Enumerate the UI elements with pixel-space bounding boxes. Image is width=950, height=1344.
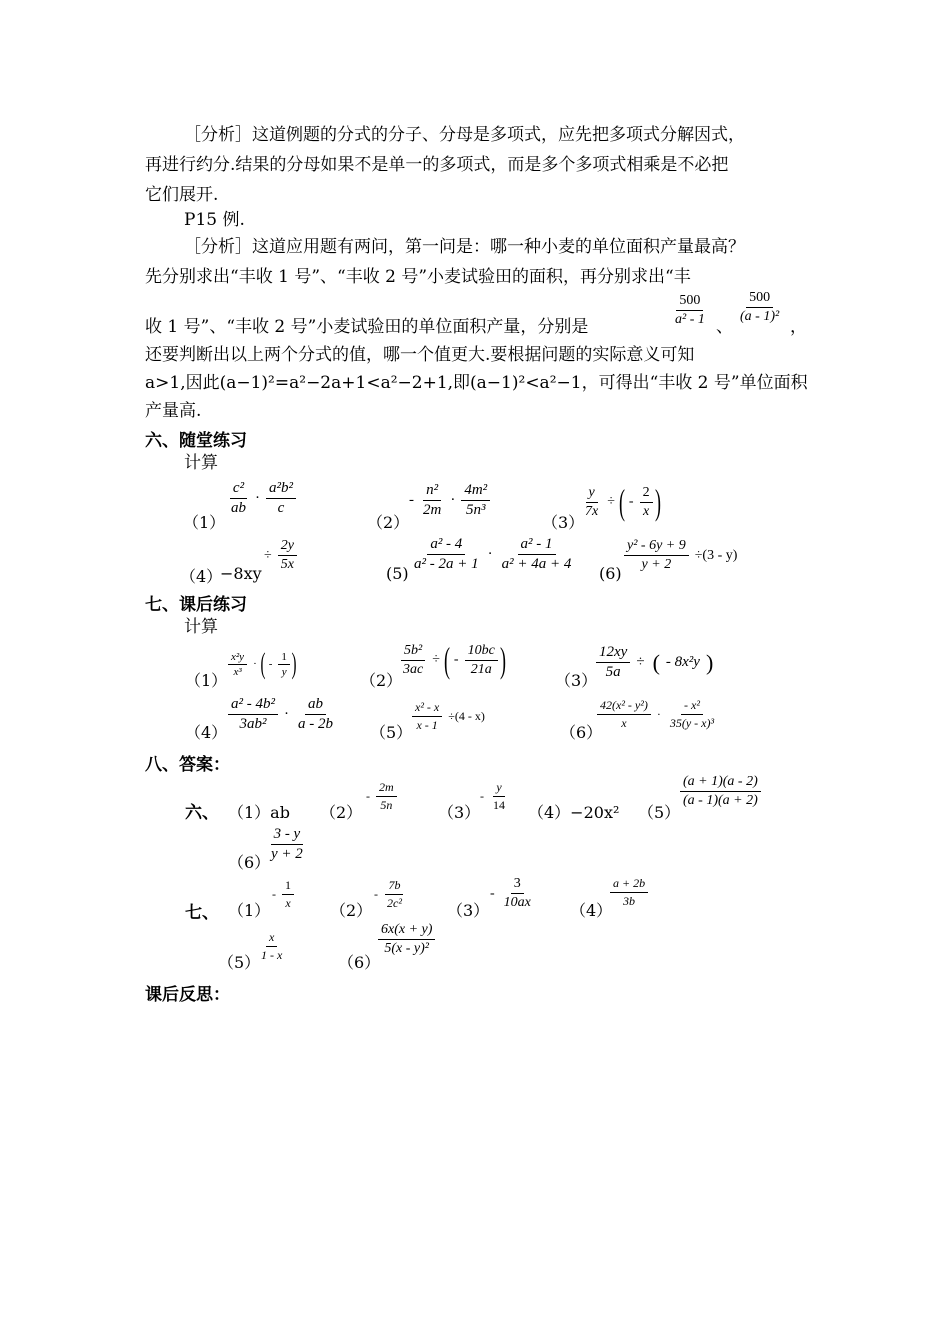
s6-q1-label: （1） xyxy=(183,513,226,532)
s6-q2-expr: - $\frac{\text{n²}}{2m}$ · $\frac{\text{4m²}}{\text{5n³}}$ xyxy=(407,482,490,519)
s7-q5-expr: $\frac{\text{x² - x}}{x - 1}$ ÷(4 - x) xyxy=(412,700,487,733)
s6-q3-label: （3） xyxy=(542,513,585,532)
ans7-6-expr: $\frac{6x(x + y)}{\text{5(x - y)²}}$ xyxy=(378,922,435,957)
ans7-4-label: （4） xyxy=(570,901,613,920)
ans7-6-label: （6） xyxy=(338,953,381,972)
analysis2-line1: ［分析］这道应用题有两问，第一问是：哪一种小麦的单位面积产量最高？ xyxy=(184,237,745,257)
s7-q5-label: （5） xyxy=(370,723,413,742)
ans6-1: （1）ab xyxy=(228,803,290,822)
s7-q4-expr: $\frac{\text{a² - 4b²}}{\text{3ab²}}$ · $\frac{ab}{a - 2b}$ xyxy=(228,696,336,733)
analysis2-line4: 还要判断出以上两个分式的值，哪一个值更大.要根据问题的实际意义可知 xyxy=(145,345,695,365)
analysis1-line2: 再进行约分.结果的分母如果不是单一的多项式，而是多个多项式相乘是不必把 xyxy=(145,155,729,175)
fraction-wheat-1: $\frac{500}{\text{a² - 1}}$ xyxy=(675,293,705,327)
separator: 、 xyxy=(716,317,733,337)
reflection-heading: 课后反思： xyxy=(145,985,230,1005)
ans6-5-label: （5） xyxy=(638,803,681,822)
ans7-3-expr: - $\frac{3}{10ax}$ xyxy=(490,876,531,910)
ans7-5-expr: $\frac{x}{1 - x}$ xyxy=(261,930,283,962)
s7-q6-expr: $\frac{\text{42(x² - y²)}}{x}$ · $\frac{\text{- x²}}{\text{35(y - x)³}}$ xyxy=(597,698,717,731)
section6-sub: 计算 xyxy=(184,453,218,473)
ans7-3-label: （3） xyxy=(447,901,490,920)
s6-q5-expr: $\frac{\text{a² - 4}}{\text{a² - 2a + 1}}$ · $\frac{\text{a² - 1}}{\text{a² + 4a + 4}}$ xyxy=(414,536,572,572)
ans7-5-label: （5） xyxy=(218,953,261,972)
ans7-1-expr: - $\frac{1}{x}$ xyxy=(270,878,294,911)
section8-heading: 八、答案： xyxy=(145,755,230,775)
ans6-2-expr: - $\frac{2m}{5n}$ xyxy=(364,780,397,813)
s6-q3-expr: $\frac{y}{7x}$ ÷ ( - $\frac{2}{x}$ ) xyxy=(585,482,661,522)
s6-q1-expr: $\frac{\text{c²}}{ab}$ · $\frac{\text{a²b²}}{c}$ xyxy=(228,480,296,517)
analysis1-line3: 它们展开. xyxy=(145,185,219,205)
analysis2-line2: 先分别求出“丰收 1 号”、“丰收 2 号”小麦试验田的面积，再分别求出“丰 xyxy=(145,267,691,287)
s6-q4-label: （4） xyxy=(180,567,223,586)
s6-q6-label: (6) xyxy=(599,564,622,583)
ans6-3-expr: - $\frac{y}{14}$ xyxy=(480,780,505,812)
answers-seven-label: 七、 xyxy=(185,903,219,923)
s7-q6-label: （6） xyxy=(560,723,603,742)
s7-q2-expr: $\frac{\text{5b²}}{3ac}$ ÷ ( - $\frac{10bc}{21a}$ ) xyxy=(403,640,506,680)
section7-heading: 七、课后练习 xyxy=(145,595,247,615)
ans6-6-label: （6） xyxy=(228,853,271,872)
s6-q6-expr: $\frac{\text{y² - 6y + 9}}{y + 2}$ ÷(3 - y) xyxy=(624,538,739,573)
s7-q1-expr: $\frac{\text{x²y}}{\text{x³}}$ · ( - $\frac{1}{y}$ ) xyxy=(228,646,294,682)
s7-q2-label: （2） xyxy=(360,671,403,690)
s7-q3-expr: $\frac{12xy}{5a}$ ÷ ( - 8x²y ) xyxy=(596,644,715,681)
s7-q4-label: （4） xyxy=(185,723,228,742)
ans6-3-label: （3） xyxy=(438,803,481,822)
ans7-1-label: （1） xyxy=(228,901,271,920)
analysis2-line3: 收 1 号”、“丰收 2 号”小麦试验田的单位面积产量，分别是 xyxy=(145,317,589,337)
answers-six-label: 六、 xyxy=(185,803,219,823)
s6-q4-prefix: −8xy xyxy=(220,564,262,583)
ans6-6-expr: $\frac{3 - y}{y + 2}$ xyxy=(271,826,303,862)
s6-q4-expr: ÷ $\frac{2y}{5x}$ xyxy=(262,538,297,573)
fraction-wheat-2: $\frac{500}{\text{(a - 1)²}}$ xyxy=(740,290,780,324)
ans7-4-expr: $\frac{a + 2b}{3b}$ xyxy=(610,876,648,909)
s6-q2-label: （2） xyxy=(367,513,410,532)
ans7-2-label: （2） xyxy=(330,901,373,920)
section7-sub: 计算 xyxy=(184,617,218,637)
ans6-5-expr: $\frac{(a + 1)(a - 2)}{(a - 1)(a + 2)}$ xyxy=(680,774,761,809)
section6-heading: 六、随堂练习 xyxy=(145,431,247,451)
p15-example: P15 例. xyxy=(184,210,245,230)
ans7-2-expr: - $\frac{7b}{\text{2c²}}$ xyxy=(374,878,402,910)
ans6-2-label: （2） xyxy=(320,803,363,822)
s7-q3-label: （3） xyxy=(555,671,598,690)
ans6-4: （4）−20x² xyxy=(528,803,620,822)
comma: ， xyxy=(790,317,807,337)
s6-q5-label: (5) xyxy=(386,564,409,583)
analysis2-line5: a>1,因此(a−1)²=a²−2a+1<a²−2+1,即(a−1)²<a²−1，可得出“丰收 2 号”单位面积 xyxy=(145,373,808,393)
analysis1-line1: ［分析］这道例题的分式的分子、分母是多项式，应先把多项式分解因式， xyxy=(184,125,745,145)
s7-q1-label: （1） xyxy=(185,671,228,690)
analysis2-line6: 产量高. xyxy=(145,401,202,421)
